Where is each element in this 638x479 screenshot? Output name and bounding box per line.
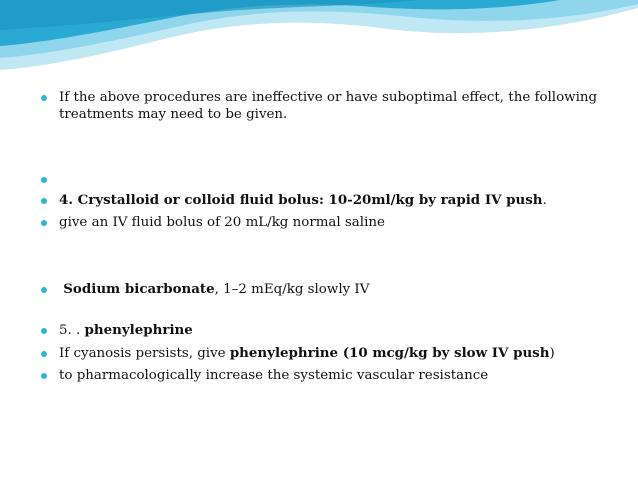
- bullet-dot-icon: [41, 287, 47, 293]
- bullet-dot-icon: [41, 328, 47, 334]
- bullet-item: Sodium bicarbonate, 1–2 mEq/kg slowly IV: [41, 281, 601, 298]
- bullet-item: 4. Crystalloid or colloid fluid bolus: 10-20ml/kg by rapid IV push.: [41, 192, 601, 209]
- bullet-item: If cyanosis persists, give phenylephrine (10 mcg/kg by slow IV push): [41, 345, 601, 362]
- bullet-dot-icon: [41, 177, 47, 183]
- bullet-item: 5. . phenylephrine: [41, 322, 601, 339]
- bullet-dot-icon: [41, 373, 47, 379]
- bullet-dot-icon: [41, 95, 47, 101]
- bullet-item: If the above procedures are ineffective or have suboptimal effect, the following treatments may need to be given.: [41, 89, 601, 123]
- bullet-dot-icon: [41, 198, 47, 204]
- bullet-dot-icon: [41, 220, 47, 226]
- bullet-item: to pharmacologically increase the systemic vascular resistance: [41, 367, 601, 384]
- bullet-dot-icon: [41, 351, 47, 357]
- bullet-item: give an IV fluid bolus of 20 mL/kg normal saline: [41, 214, 601, 231]
